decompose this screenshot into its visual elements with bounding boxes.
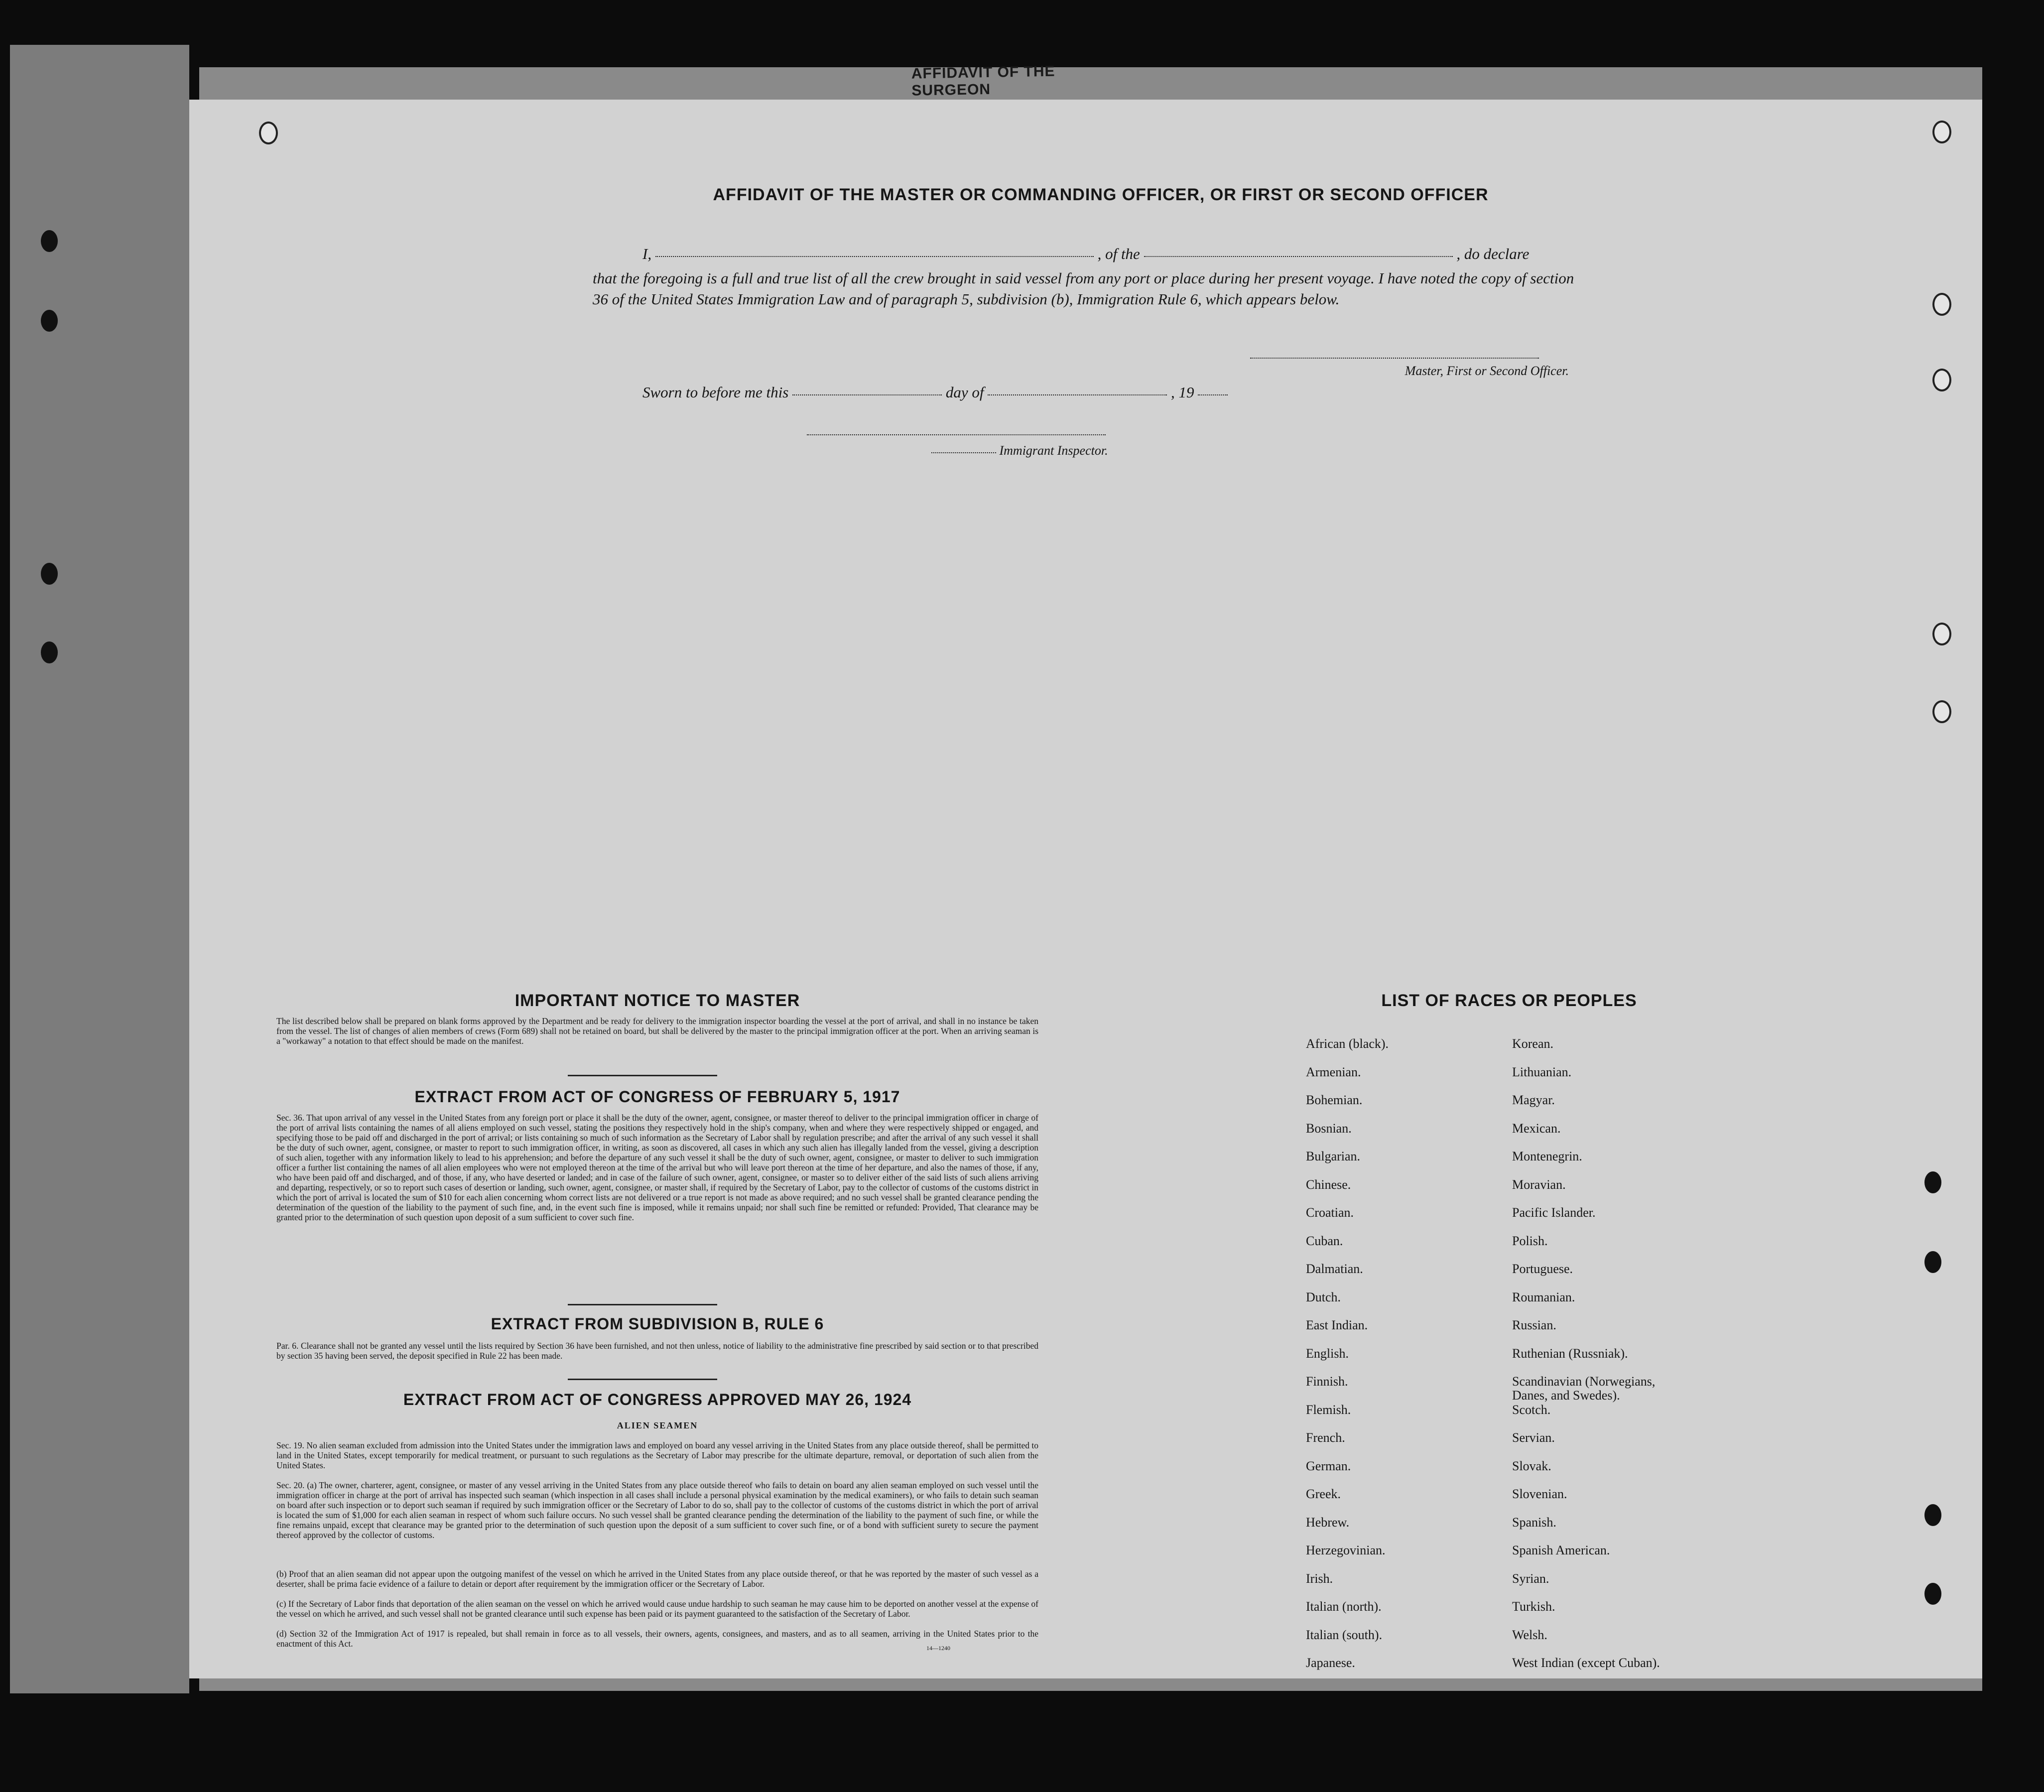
binder-hole — [41, 230, 58, 252]
sworn-day-blank[interactable] — [792, 392, 942, 395]
race-item: East Indian. — [1306, 1318, 1368, 1332]
signature-label: Master, First or Second Officer. — [1405, 364, 1569, 378]
inspector-label — [931, 443, 1180, 458]
form-number: 14—1240 — [926, 1645, 950, 1652]
race-item: Roumanian. — [1512, 1289, 1575, 1304]
sworn-line — [642, 384, 1340, 401]
race-item: Bosnian. — [1306, 1121, 1352, 1136]
inspector-dots — [931, 450, 996, 453]
race-item: Moravian. — [1512, 1177, 1566, 1192]
race-item: Croatian. — [1306, 1205, 1354, 1220]
race-item: Pacific Islander. — [1512, 1205, 1596, 1220]
race-item: Russian. — [1512, 1318, 1556, 1332]
sworn-label: Sworn to before me this — [642, 384, 789, 401]
underlying-sheet-title: AFFIDAVIT OF THE SURGEON — [911, 63, 1055, 99]
race-item: Cuban. — [1306, 1233, 1343, 1248]
divider — [568, 1075, 717, 1076]
inspector-label-text: Immigrant Inspector. — [999, 443, 1108, 458]
race-item: Italian (north). — [1306, 1599, 1382, 1614]
affidavit-title: AFFIDAVIT OF THE MASTER OR COMMANDING OFFICER, OR FIRST OR SECOND OFFICER — [713, 185, 1489, 204]
race-item: Italian (south). — [1306, 1627, 1383, 1642]
race-item: Dutch. — [1306, 1289, 1341, 1304]
race-item: Finnish. — [1306, 1374, 1348, 1389]
race-item: Portuguese. — [1512, 1262, 1573, 1276]
punch-hole — [1932, 700, 1951, 723]
race-item: English. — [1306, 1346, 1349, 1361]
race-item: Polish. — [1512, 1233, 1548, 1248]
race-item: Slovak. — [1512, 1458, 1551, 1473]
extract-1924-sec19: Sec. 19. No alien seaman excluded from admission into the United States under the immigration laws and employed on board any vessel arriving in the United States from any place outside thereof, shall be permitted to land in the United States, except temporarily for medical treatment, or pursuant to such regulations as the Secretary of Labor may prescribe for the ultimate departure, removal, or deportation of such alien from the United States. — [276, 1440, 1038, 1470]
race-item: Turkish. — [1512, 1599, 1555, 1614]
race-item: Lithuanian. — [1512, 1064, 1572, 1079]
extract-1924-sec20a: Sec. 20. (a) The owner, charterer, agent, consignee, or master of any vessel arriving in the United States from any place outside thereof who fails to detain on board any alien seaman employed on such vessel until the immigration officer in charge at the port of arrival has inspected such seaman (which inspection in all cases shall include a personal physical examination by the medical examiners), or who fails to detain such seaman on board after such inspection or to deport such seaman if required by such immigration officer or the Secretary of Labor to do so, shall pay to the collector of customs of the customs district in which the port of arrival is located the sum of $1,000 for each alien seaman in respect of whom such failure occurs. No such vessel shall be granted clearance pending the determination of the liability to the payment of such fine, or while the fine remains unpaid, except that clearance may be granted prior to the determination of such question upon the deposit of a sum sufficient to cover such fine, or of a bond with sufficient surety to secure the payment thereof approved by the collector of customs. — [276, 1480, 1038, 1540]
underlying-sheet-left — [10, 45, 189, 1693]
alien-seamen-subtitle: ALIEN SEAMEN — [617, 1420, 698, 1430]
extract-1924-sec20d: (d) Section 32 of the Immigration Act of 1917 is repealed, but shall remain in force as to all vessels, their owners, agents, consignees, and masters, and as to all seamen, arriving in the United States prior to the enactment of this Act. — [276, 1629, 1038, 1649]
race-item: Japanese. — [1306, 1656, 1355, 1670]
punch-hole — [1932, 293, 1951, 316]
race-item: Hebrew. — [1306, 1515, 1350, 1530]
race-item: Bulgarian. — [1306, 1149, 1361, 1163]
year-prefix: , 19 — [1170, 384, 1194, 401]
of-the-label: , of the — [1097, 245, 1140, 262]
i-label: I, — [642, 245, 652, 262]
punch-hole — [1924, 1171, 1941, 1193]
sworn-month-blank[interactable] — [988, 392, 1167, 395]
extract-rule6-title: EXTRACT FROM SUBDIVISION B, RULE 6 — [491, 1315, 824, 1333]
races-title: LIST OF RACES OR PEOPLES — [1381, 991, 1637, 1010]
notice-title: IMPORTANT NOTICE TO MASTER — [514, 991, 800, 1010]
race-item: Ruthenian (Russniak). — [1512, 1346, 1628, 1361]
affidavit-paragraph: that the foregoing is a full and true list of all the crew brought in said vessel from any port or place during her present voyage. I have noted the copy of section 36 of the United States Immigration Law and of paragraph 5, subdivision (b), Immigration Rule 6, which appears below. — [593, 269, 1574, 308]
inspector-signature-line[interactable] — [807, 434, 1106, 435]
punch-hole — [1924, 1251, 1941, 1273]
race-item: Greek. — [1306, 1487, 1341, 1501]
divider — [568, 1379, 717, 1380]
race-item: Flemish. — [1306, 1402, 1351, 1417]
vessel-blank[interactable] — [1144, 254, 1453, 257]
race-item: Irish. — [1306, 1571, 1333, 1586]
punch-hole — [259, 122, 278, 144]
extract-1924-sec20b: (b) Proof that an alien seaman did not appear upon the outgoing manifest of the vessel on which he arrived in the United States from any place outside thereof, or that he was reported by the master of such vessel as a deserter, shall be prima facie evidence of a failure to detain or deport after requirement by the immigration officer or the Secretary of Labor. — [276, 1569, 1038, 1589]
binder-hole — [41, 641, 58, 663]
race-item: Servian. — [1512, 1430, 1555, 1445]
race-item: West Indian (except Cuban). — [1512, 1656, 1660, 1670]
race-item: Magyar. — [1512, 1093, 1555, 1107]
race-item: African (black). — [1306, 1036, 1389, 1051]
name-blank[interactable] — [655, 254, 1094, 257]
race-item: Syrian. — [1512, 1571, 1549, 1586]
race-item: Scotch. — [1512, 1402, 1551, 1417]
race-item: French. — [1306, 1430, 1345, 1445]
binder-hole — [41, 563, 58, 585]
race-item: Montenegrin. — [1512, 1149, 1582, 1163]
signature-line[interactable] — [1250, 358, 1539, 359]
race-item: Korean. — [1512, 1036, 1554, 1051]
divider — [568, 1304, 717, 1305]
race-item: Dalmatian. — [1306, 1262, 1363, 1276]
extract-1924-sec20c: (c) If the Secretary of Labor finds that deportation of the alien seaman on the vessel on which he arrived would cause undue hardship to such seaman he may cause him to be deported on another vessel at the expense of the vessel on which he arrived, and such vessel shall not be granted clearance until such expense has been paid or its payment guaranteed to the satisfaction of the Secretary of Labor. — [276, 1599, 1038, 1619]
extract-1917-text: Sec. 36. That upon arrival of any vessel in the United States from any foreign port or place it shall be the duty of the owner, agent, consignee, or master thereof to deliver to the principal immigration officer in charge of the port of arrival lists containing the names of all aliens employed on such vessel, stating the positions they respectively hold in the ship's company, when and where they were respectively shipped or engaged, and specifying those to be paid off and discharged in the port of arrival; or lists containing so much of such information as the Secretary of Labor shall by regulation prescribe; and after the arrival of any such vessel it shall be the duty of such owner, agent, consignee, or master to report to such immigration officer, in writing, as soon as discovered, all cases in which any such alien has illegally landed from the vessel, giving a description of such alien, together with any information likely to lead to his apprehension; and before the departure of any such vessel it shall be the duty of such owner, agent, consignee, or master to deliver to such immigration officer a further list containing the names of all alien employees who were not employed thereon at the time of the arrival but who will leave port thereon at the time of her departure, and also the names of those, if any, who have been paid off and discharged, and of those, if any, who have deserted or landed; and in case of the failure of such owner, agent, consignee, or master so to deliver either of the said lists of such aliens arriving and departing, respectively, or so to report such cases of desertion or landing, such owner, agent, consignee, or master shall, if required by the Secretary of Labor, pay to the collector of customs of the customs district in which the port of arrival is located the sum of $10 for each alien concerning whom correct lists are not delivered or a true report is not made as above required; and no such vessel shall be granted clearance pending the determination of the question of the liability to the payment of such fine, and, in the event such fine is imposed, while it remains unpaid; nor shall such fine be remitted or refunded: Provided, That clearance may be granted prior to the determination of such question upon deposit of a sum sufficient to cover such fine. — [276, 1113, 1038, 1222]
do-declare-label: , do declare — [1456, 245, 1530, 262]
punch-hole — [1924, 1583, 1941, 1605]
affidavit-declaration-line — [642, 245, 1614, 268]
race-item: Welsh. — [1512, 1627, 1547, 1642]
punch-hole — [1932, 369, 1951, 391]
binder-hole — [41, 310, 58, 332]
race-item: Mexican. — [1512, 1121, 1561, 1136]
extract-1924-title: EXTRACT FROM ACT OF CONGRESS APPROVED MAY 26, 1924 — [403, 1391, 912, 1408]
race-item: Armenian. — [1306, 1064, 1361, 1079]
sworn-year-blank[interactable] — [1198, 392, 1228, 395]
race-item: Scandinavian (Norwegians, Danes, and Swedes). — [1512, 1374, 1656, 1403]
race-item: Bohemian. — [1306, 1093, 1363, 1107]
race-item: German. — [1306, 1458, 1351, 1473]
race-item: Spanish American. — [1512, 1543, 1610, 1557]
race-item: Spanish. — [1512, 1515, 1556, 1530]
race-item: Slovenian. — [1512, 1487, 1567, 1501]
race-item: Herzegovinian. — [1306, 1543, 1386, 1557]
punch-hole — [1932, 121, 1951, 143]
punch-hole — [1924, 1504, 1941, 1526]
day-of-label: day of — [945, 384, 984, 401]
notice-text: The list described below shall be prepared on blank forms approved by the Department and be ready for delivery to the immigration inspector boarding the vessel at the port of arrival, and shall in no instance be taken from the vessel. The list of changes of alien members of crews (Form 689) shall not be retained on board, but shall be delivered by the master to the principal immigration officer at the port. When an arriving seaman is a "workaway" a notation to that effect should be made on the manifest. — [276, 1016, 1038, 1046]
extract-1917-title: EXTRACT FROM ACT OF CONGRESS OF FEBRUARY 5, 1917 — [414, 1088, 900, 1106]
punch-hole — [1932, 623, 1951, 645]
extract-rule6-text: Par. 6. Clearance shall not be granted any vessel until the lists required by Section 36 have been furnished, and not then unless, notice of liability to the administrative fine prescribed by said section or to that prescribed by section 35 having been served, the deposit specified in Rule 22 has been made. — [276, 1341, 1038, 1361]
race-item: Chinese. — [1306, 1177, 1351, 1192]
